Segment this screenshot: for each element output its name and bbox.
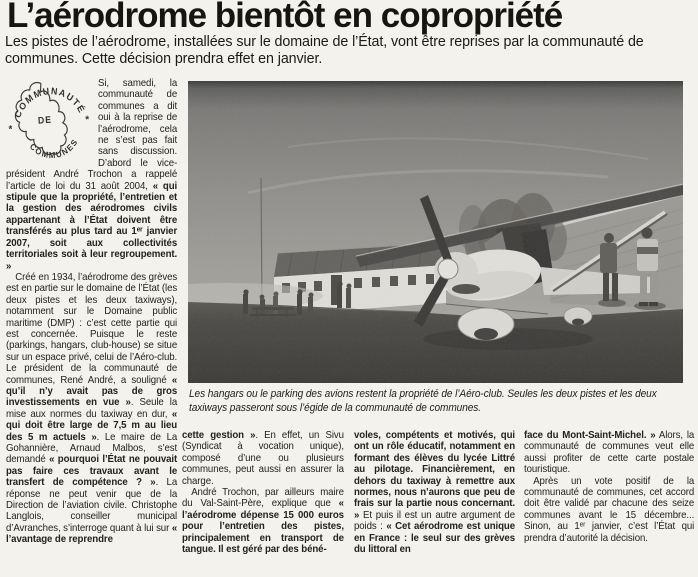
lede: Les pistes de l’aérodrome, installées sur le domaine de l’État, vont être reprises par la communauté de communes. Cette décision prendra effet en janvier. (5, 33, 644, 68)
paragraph: face du Mont-Saint-Michel. » Alors, la communauté de communes veut elle aussi profiter de cette carte postale touristique. (524, 429, 695, 476)
article-column-1 (6, 78, 177, 546)
stamp-star-right-icon: * (85, 114, 90, 127)
paragraph: cette gestion ». En effet, un Sivu (Syndicat à vocation unique), composé d’une ou plusieurs communes, peut aussi en assurer la charge. (182, 429, 344, 487)
stamp-star-left-icon: * (8, 124, 13, 136)
stamp-text-center: DE (37, 114, 53, 126)
film-grain-overlay (188, 81, 683, 383)
paragraph: André Trochon, par ailleurs maire du Val-Saint-Père, explique que « l’aérodrome dépense 15 000 euros pour l’entretien des pistes, principalement en transport de tangue. Il est géré par des béné- (182, 486, 344, 556)
headline: L’aérodrome bientôt en copropriété (7, 0, 563, 35)
stamp-text-top: COMMUNAUTÉ (12, 85, 87, 120)
paragraph: Si, samedi, la communauté de communes a dit oui à la reprise de l’aérodrome, cela ne s’est pas fait sans discussion. D’abord le vice-président André Trochon a rappelé l’article de loi du 31 août 2004, « qui stipule que la propriété, l’entretien et la gestion des aérodromes civils appartenant à l’État doivent être transférés au plus tard au 1ᵉʳ janvier 2007, soit aux collectivités territoriales soit à leur regroupement. » (6, 77, 178, 272)
article-column-4 (524, 430, 694, 544)
stamp-text-bottom: COMMUNES (27, 136, 80, 161)
article-column-2 (182, 430, 344, 555)
stamp-graphic (6, 78, 94, 160)
paragraph: voles, compétents et motivés, qui ont un rôle éducatif, notamment en formant des élèves du lycée Littré au pilotage. Financièrement, en dehors du taxiway à remettre aux normes, nous n’aurons que peu de frais sur la partie nous concernant. » Et puis il est un autre argument de poids : « Cet aérodrome est unique en France : le seul sur des grèves du littoral en (354, 429, 515, 556)
communaute-de-communes-stamp (6, 78, 94, 160)
aerodrome-photo (188, 81, 683, 383)
paragraph: Après un vote positif de la communauté de communes, cet accord doit être validé par chacune des seize communes avant le 15 décembre... Sinon, au 1ᵉʳ janvier, c’est l’État qui prendra d’autorité la décision. (524, 474, 695, 544)
photo-caption: Les hangars ou le parking des avions restent la propriété de l’Aéro-club. Seules les deux pistes et les deux taxiways passeront sous l’égide de la communauté de communes. (189, 388, 657, 414)
article-column-3 (354, 430, 515, 555)
paragraph: Créé en 1934, l’aérodrome des grèves est en partie sur le domaine de l’État (les deux pistes et les deux taxiways), notamment sur le Domaine public maritime (DMP) : c’est cette partie qui est concernée. Puisque le reste (parkings, hangars, club-house) se situe sur un espace privé, celui de l’Aéro-club. Le président de la communauté de communes, René André, a souligné « qu’il n’y avait pas de gros investissements en vue ». Seule la mise aux normes du taxiway en dur, « qui doit être large de 7,5 m au lieu des 5 m actuels ». Le maire de La Gohannière, Arnaud Malbos, s’est demandé « pourquoi l’État ne pouvait pas faire ces travaux avant le transfert de compétence ? ». La réponse ne peut venir que de la Direction de l’aviation civile. Christophe Langlois, conseiller municipal d’Avranches, s’interroge quant à lui sur « l’avantage de reprendre (6, 270, 178, 546)
